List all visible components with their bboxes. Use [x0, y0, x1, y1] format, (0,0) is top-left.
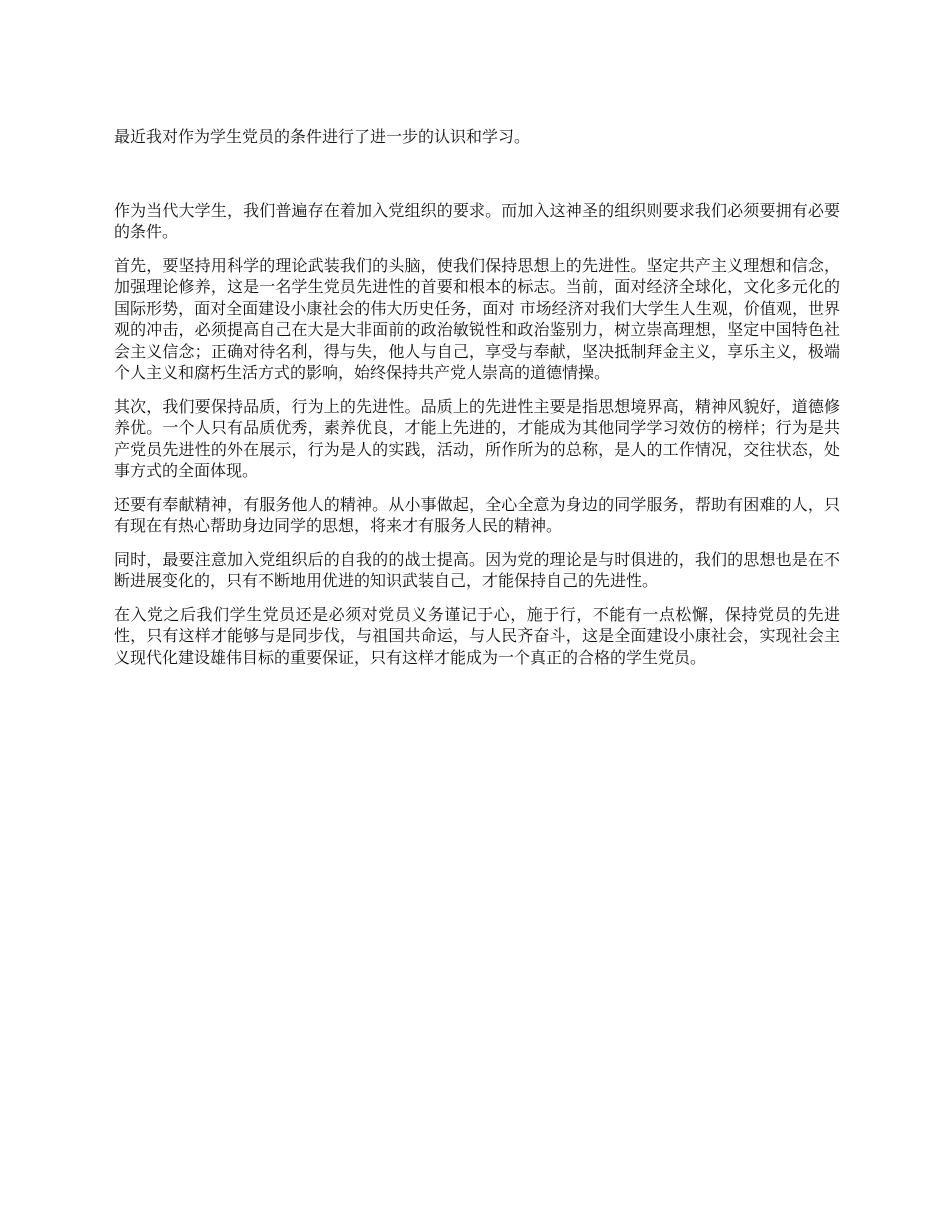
document-body	[114, 126, 840, 680]
paragraph-conclusion: 在入党之后我们学生党员还是必须对党员义务谨记于心，施于行，不能有一点松懈，保持党员的先进性，只有这样才能够与是同步伐，与祖国共命运，与人民齐奋斗，这是全面建设小康社会，实现社会主义现代化建设雄伟目标的重要保证，只有这样才能成为一个真正的合格的学生党员。	[114, 604, 840, 667]
paragraph-requirements: 作为当代大学生，我们普遍存在着加入党组织的要求。而加入这神圣的组织则要求我们必须要拥有必要的条件。	[114, 200, 840, 241]
paragraph-improvement: 同时，最要注意加入党组织后的自我的的战士提高。因为党的理论是与时俱进的，我们的思想也是在不断进展变化的，只有不断地用优进的知识武装自己，才能保持自己的先进性。	[114, 549, 840, 590]
paragraph-dedication: 还要有奉献精神，有服务他人的精神。从小事做起，全心全意为身边的同学服务，帮助有困难的人，只有现在有热心帮助身边同学的思想，将来才有服务人民的精神。	[114, 494, 840, 535]
paragraph-first-theory: 首先，要坚持用科学的理论武装我们的头脑，使我们保持思想上的先进性。坚定共产主义理想和信念，加强理论修养，这是一名学生党员先进性的首要和根本的标志。当前，面对经济全球化，文化多元化的国际形势，面对全面建设小康社会的伟大历史任务，面对 市场经济对我们大学生人生观，价值观，世界观的冲击，必须提高自己在大是大非面前的政治敏锐性和政治鉴别力，树立崇高理想，坚定中国特色社会主义信念；正确对待名利，得与失，他人与自己，享受与奉献，坚决抵制拜金主义，享乐主义，极端个人主义和腐朽生活方式的影响，始终保持共产党人崇高的道德情操。	[114, 255, 840, 382]
paragraph-second-quality: 其次，我们要保持品质，行为上的先进性。品质上的先进性主要是指思想境界高，精神风貌好，道德修养优。一个人只有品质优秀，素养优良，才能上先进的，才能成为其他同学学习效仿的榜样；行为是共产党员先进性的外在展示，行为是人的实践，活动，所作所为的总称，是人的工作情况，交往状态，处事方式的全面体现。	[114, 396, 840, 480]
paragraph-intro: 最近我对作为学生党员的条件进行了进一步的认识和学习。	[114, 127, 531, 146]
